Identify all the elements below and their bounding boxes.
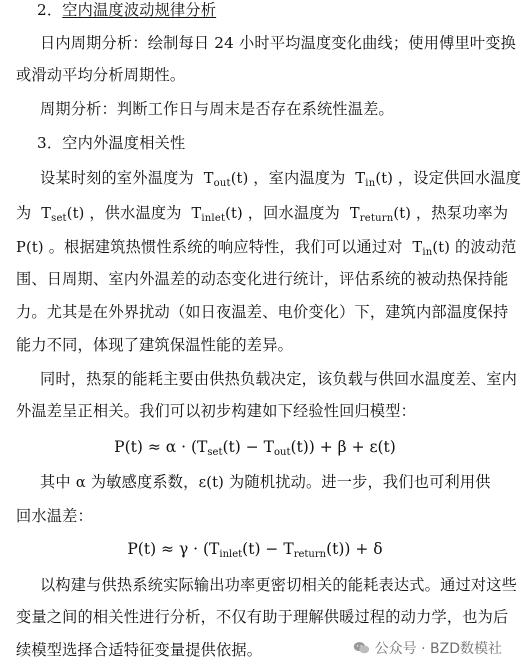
t-set-symbol: $T_{set}(t)$ bbox=[36, 206, 90, 224]
weekly-analysis: 周期分析：判断工作日与周末是否存在系统性温差。 bbox=[40, 100, 394, 118]
para2-line1: 同时，热泵的能耗主要由供热负载决定，该负载与供回水温度差、室内 bbox=[40, 370, 518, 388]
para4-line1: 以构建与供热系统实际输出功率更密切相关的能耗表达式。通过对这些 bbox=[40, 576, 518, 594]
para1-line3: P(t) 。根据建筑热惯性系统的响应特性，我们可以通过对 $T_{in}(t)$ 的波动范 bbox=[16, 238, 517, 258]
daily-analysis-line2: 或滑动平均分析周期性。 bbox=[16, 66, 186, 84]
regression-equation-2 bbox=[0, 540, 510, 560]
para4-line2: 变量之间的相关性进行分析，不仅有助于理解供暖过程的动力学，也为后 bbox=[16, 608, 509, 626]
eq1-text: $P(t) \approx \alpha \cdot (T_{set}(t) - T_{out}(t)) + \beta + \varepsilon(t)$ bbox=[114, 438, 396, 458]
t-out-symbol: $T_{out}(t)$ bbox=[198, 171, 254, 189]
para2-line2: 外温差呈正相关。我们可以初步构建如下经验性回归模型： bbox=[16, 402, 417, 420]
para1-line5: 力。尤其是在外界扰动（如日夜温差、电价变化）下，建筑内部温度保持 bbox=[16, 303, 509, 321]
regression-equation-1 bbox=[0, 438, 510, 458]
para4-line3: 续模型选择合适特征变量提供依据。 bbox=[16, 641, 263, 659]
para3-line1: 其中 α 为敏感度系数，ε(t) 为随机扰动。进一步，我们也可利用供 bbox=[40, 473, 491, 491]
eq2-text: $P(t) \approx \gamma \cdot (T_{inlet}(t) - T_{return}(t)) + \delta$ bbox=[127, 540, 383, 560]
t-inlet-symbol: $T_{inlet}(t)$ bbox=[186, 206, 248, 224]
watermark-label: 公众号 · BZD数模社 bbox=[374, 641, 502, 657]
daily-analysis-line1: 日内周期分析：绘制每日 24 小时平均温度变化曲线；使用傅里叶变换 bbox=[40, 34, 517, 52]
para1-line1: 设某时刻的室外温度为 $T_{out}(t)$ ，室内温度为 $T_{in}(t)$ ，设定供回水温度 bbox=[40, 169, 521, 189]
section3-heading: 3．空内外温度相关性 bbox=[37, 134, 186, 152]
watermark bbox=[353, 638, 502, 658]
section2-heading: 2．空内温度波动规律分析 bbox=[37, 1, 217, 19]
section2-heading-text: 空内温度波动规律分析 bbox=[62, 1, 217, 19]
para3-line2: 回水温差： bbox=[16, 507, 93, 525]
para1-line6: 能力不同，体现了建筑保温性能的差异。 bbox=[16, 336, 293, 354]
para1-line4: 围、日周期、室内外温差的动态变化进行统计，评估系统的被动热保持能 bbox=[16, 270, 509, 288]
wechat-icon bbox=[353, 641, 370, 655]
t-in-symbol-2: $T_{in}(t)$ bbox=[407, 240, 455, 258]
para1-line2: 为 $T_{set}(t)$ ，供水温度为 $T_{inlet}(t)$ ，回水温度为 $T_{return}(t)$ ，热泵功率为 bbox=[16, 204, 509, 224]
t-return-symbol: $T_{return}(t)$ bbox=[345, 206, 416, 224]
t-in-symbol: $T_{in}(t)$ bbox=[350, 171, 398, 189]
